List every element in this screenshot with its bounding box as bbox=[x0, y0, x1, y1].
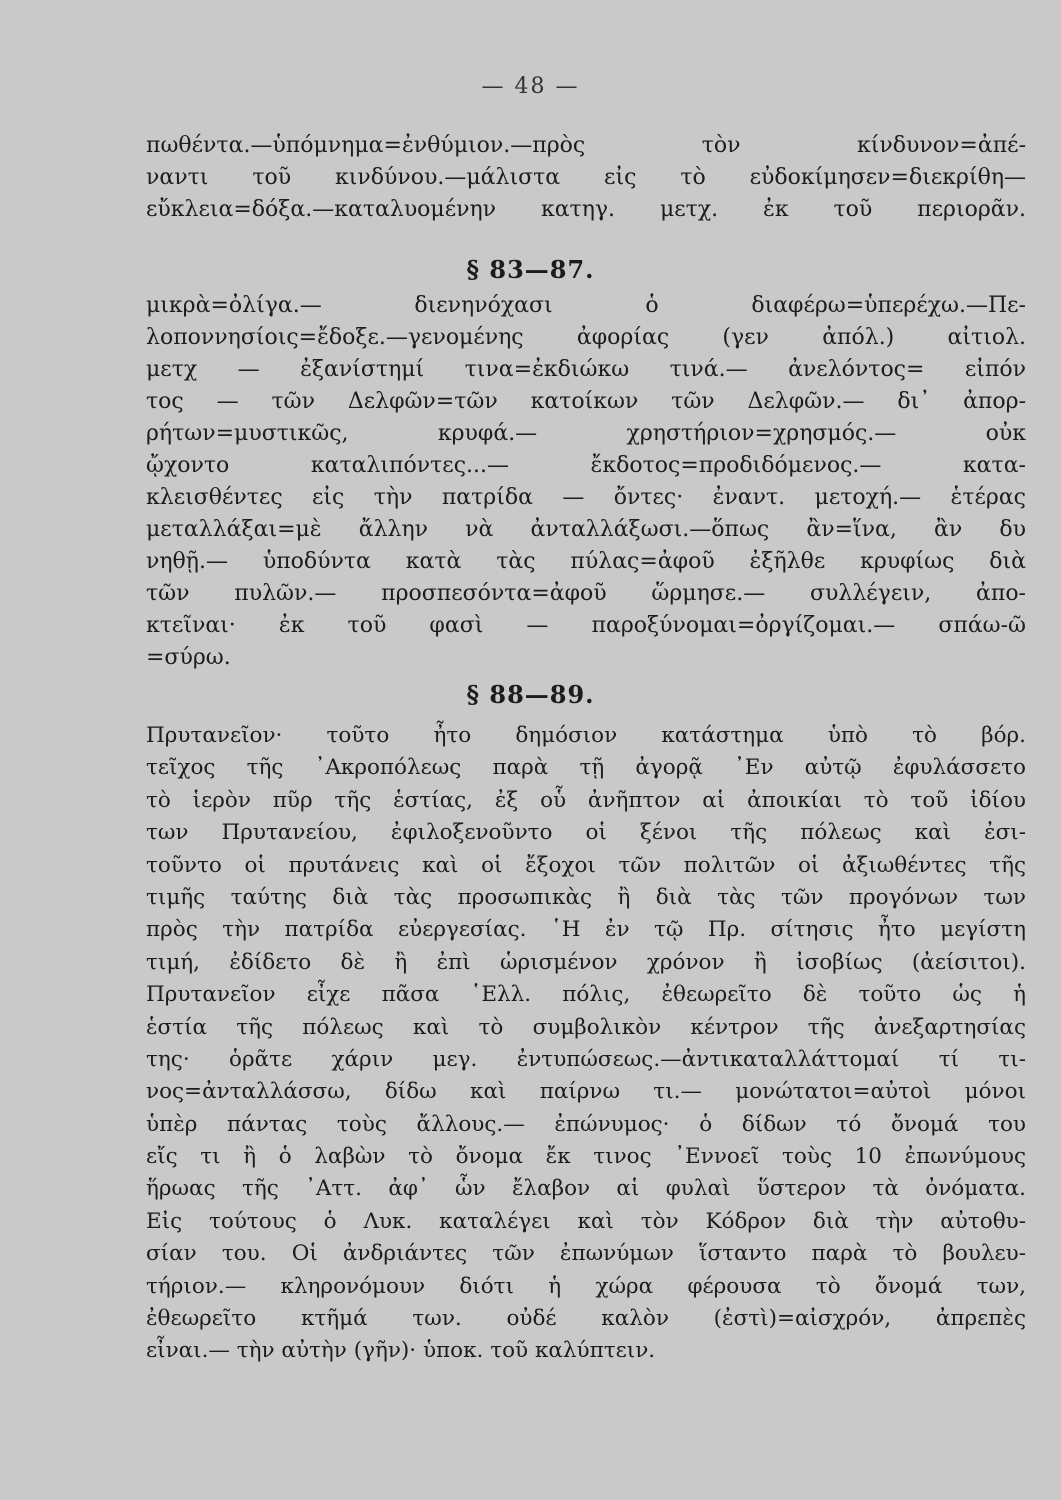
text-line: λοποννησίοις=ἔδοξε.—γενομένης ἀφορίας (γεν ἀπόλ.) αἰτιολ. bbox=[146, 325, 1026, 350]
text-line: τεῖχος τῆς ᾿Ακροπόλεως παρὰ τῇ ἀγορᾷ ᾿Εν αὐτῷ ἐφυλάσσετο bbox=[146, 755, 1026, 781]
text-line: εὔκλεια=δόξα.—καταλυομένην κατηγ. μετχ. ἐκ τοῦ περιορᾶν. bbox=[146, 197, 1026, 222]
text-line: Εἰς τούτους ὁ Λυκ. καταλέγει καὶ τὸν Κόδρον διὰ τὴν αὐτοθυ- bbox=[146, 1208, 1026, 1234]
text-line: τιμή, ἐδίδετο δὲ ἢ ἐπὶ ὡρισμένον χρόνον ἢ ἰσοβίως (ἀείσιτοι). bbox=[146, 949, 1026, 975]
text-line: πωθέντα.—ὑπόμνημα=ἐνθύμιον.—πρὸς τὸν κίνδυνον=ἀπέ- bbox=[146, 133, 1026, 158]
text-line: τήριον.— κληρονόμουν διότι ἡ χώρα φέρουσα τὸ ὄνομά των, bbox=[146, 1273, 1026, 1299]
text-line: ρήτων=μυστικῶς, κρυφά.— χρηστήριον=χρησμός.— οὐκ bbox=[146, 421, 1026, 446]
text-line: τοῦντο οἱ πρυτάνεις καὶ οἱ ἔξοχοι τῶν πολιτῶν οἱ ἀξιωθέντες τῆς bbox=[146, 852, 1026, 878]
text-line: εἴς τι ἢ ὁ λαβὼν τὸ ὄνομα ἔκ τινος ᾿Εννοεῖ τοὺς 10 ἐπωνύμους bbox=[146, 1144, 1026, 1170]
text-line: τῶν πυλῶν.— προσπεσόντα=ἀφοῦ ὥρμησε.— συλλέγειν, ἀπο- bbox=[146, 581, 1026, 606]
text-line: μικρὰ=ὀλίγα.— διενηνόχασι ὁ διαφέρω=ὑπερέχω.—Πε- bbox=[146, 293, 1026, 318]
text-line: της· ὁρᾶτε χάριν μεγ. ἐντυπώσεως.—ἀντικαταλλάττομαί τί τι- bbox=[146, 1046, 1026, 1072]
text-line: ᾤχοντο καταλιπόντες...— ἔκδοτος=προδιδόμενος.— κατα- bbox=[146, 453, 1026, 478]
text-line: ἐθεωρεῖτο κτῆμά των. οὐδέ καλὸν (ἐστὶ)=αἰσχρόν, ἀπρεπὲς bbox=[146, 1306, 1026, 1332]
glossary-block-1 bbox=[146, 130, 1026, 226]
text-line: εἶναι.— τὴν αὐτὴν (γῆν)· ὑποκ. τοῦ καλύπτειν. bbox=[146, 1338, 656, 1364]
text-line: κτεῖναι· ἐκ τοῦ φασὶ — παροξύνομαι=ὀργίζομαι.— σπάω-ῶ bbox=[146, 613, 1026, 638]
text-line: νος=ἀνταλλάσσω, δίδω καὶ παίρνω τι.— μονώτατοι=αὐτοὶ μόνοι bbox=[146, 1079, 1026, 1105]
page-number: — 48 — bbox=[481, 74, 580, 99]
text-line: ἑστία τῆς πόλεως καὶ τὸ συμβολικὸν κέντρον τῆς ἀνεξαρτησίας bbox=[146, 1014, 1026, 1040]
text-line: ὑπὲρ πάντας τοὺς ἄλλους.— ἐπώνυμος· ὁ δίδων τό ὄνομά του bbox=[146, 1111, 1026, 1137]
section-heading-83-87: § 83—87. bbox=[466, 255, 595, 284]
text-line: Πρυτανεῖον εἶχε πᾶσα ῾Ελλ. πόλις, ἐθεωρεῖτο δὲ τοῦτο ὡς ἡ bbox=[146, 982, 1026, 1008]
text-line: νηθῇ.— ὑποδύντα κατὰ τὰς πύλας=ἀφοῦ ἐξῆλθε κρυφίως διὰ bbox=[146, 549, 1026, 574]
text-line: μεταλλάξαι=μὲ ἄλλην νὰ ἀνταλλάξωσι.—ὅπως ἂν=ἵνα, ἂν δυ bbox=[146, 517, 1026, 542]
text-line: ἥρωας τῆς ᾿Αττ. ἀφ᾽ ὧν ἔλαβον αἱ φυλαὶ ὕστερον τὰ ὀνόματα. bbox=[146, 1176, 1026, 1202]
text-line: κλεισθέντες εἰς τὴν πατρίδα — ὄντες· ἐναντ. μετοχή.— ἑτέρας bbox=[146, 485, 1026, 510]
text-line: Πρυτανεῖον· τοῦτο ἦτο δημόσιον κατάστημα ὑπὸ τὸ βόρ. bbox=[146, 723, 1026, 748]
text-line: μετχ — ἐξανίστημί τινα=ἐκδιώκω τινά.— ἀνελόντος= εἰπόν bbox=[146, 357, 1026, 382]
glossary-block-2 bbox=[146, 290, 1026, 674]
text-line: σίαν του. Οἱ ἀνδριάντες τῶν ἐπωνύμων ἵσταντο παρὰ τὸ βουλευ- bbox=[146, 1241, 1026, 1267]
section-heading-88-89: § 88—89. bbox=[466, 680, 595, 709]
text-line: τὸ ἱερὸν πῦρ τῆς ἑστίας, ἐξ οὗ ἀνῆπτον αἱ ἀποικίαι τὸ τοῦ ἰδίου bbox=[146, 787, 1026, 813]
text-line: =σύρω. bbox=[146, 645, 231, 670]
commentary-block bbox=[146, 720, 1026, 1368]
text-line: πρὸς τὴν πατρίδα εὐεργεσίας. ῾Η ἐν τῷ Πρ. σίτησις ἦτο μεγίστη bbox=[146, 917, 1026, 943]
text-line: των Πρυτανείου, ἐφιλοξενοῦντο οἱ ξένοι τῆς πόλεως καὶ ἐσι- bbox=[146, 820, 1026, 846]
text-line: τιμῆς ταύτης διὰ τὰς προσωπικὰς ἢ διὰ τὰς τῶν προγόνων των bbox=[146, 884, 1026, 910]
text-line: τος — τῶν Δελφῶν=τῶν κατοίκων τῶν Δελφῶν.— δι᾽ ἀπορ- bbox=[146, 389, 1026, 414]
text-line: ναντι τοῦ κινδύνου.—μάλιστα εἰς τὸ εὐδοκίμησεν=διεκρίθη— bbox=[146, 165, 1026, 190]
